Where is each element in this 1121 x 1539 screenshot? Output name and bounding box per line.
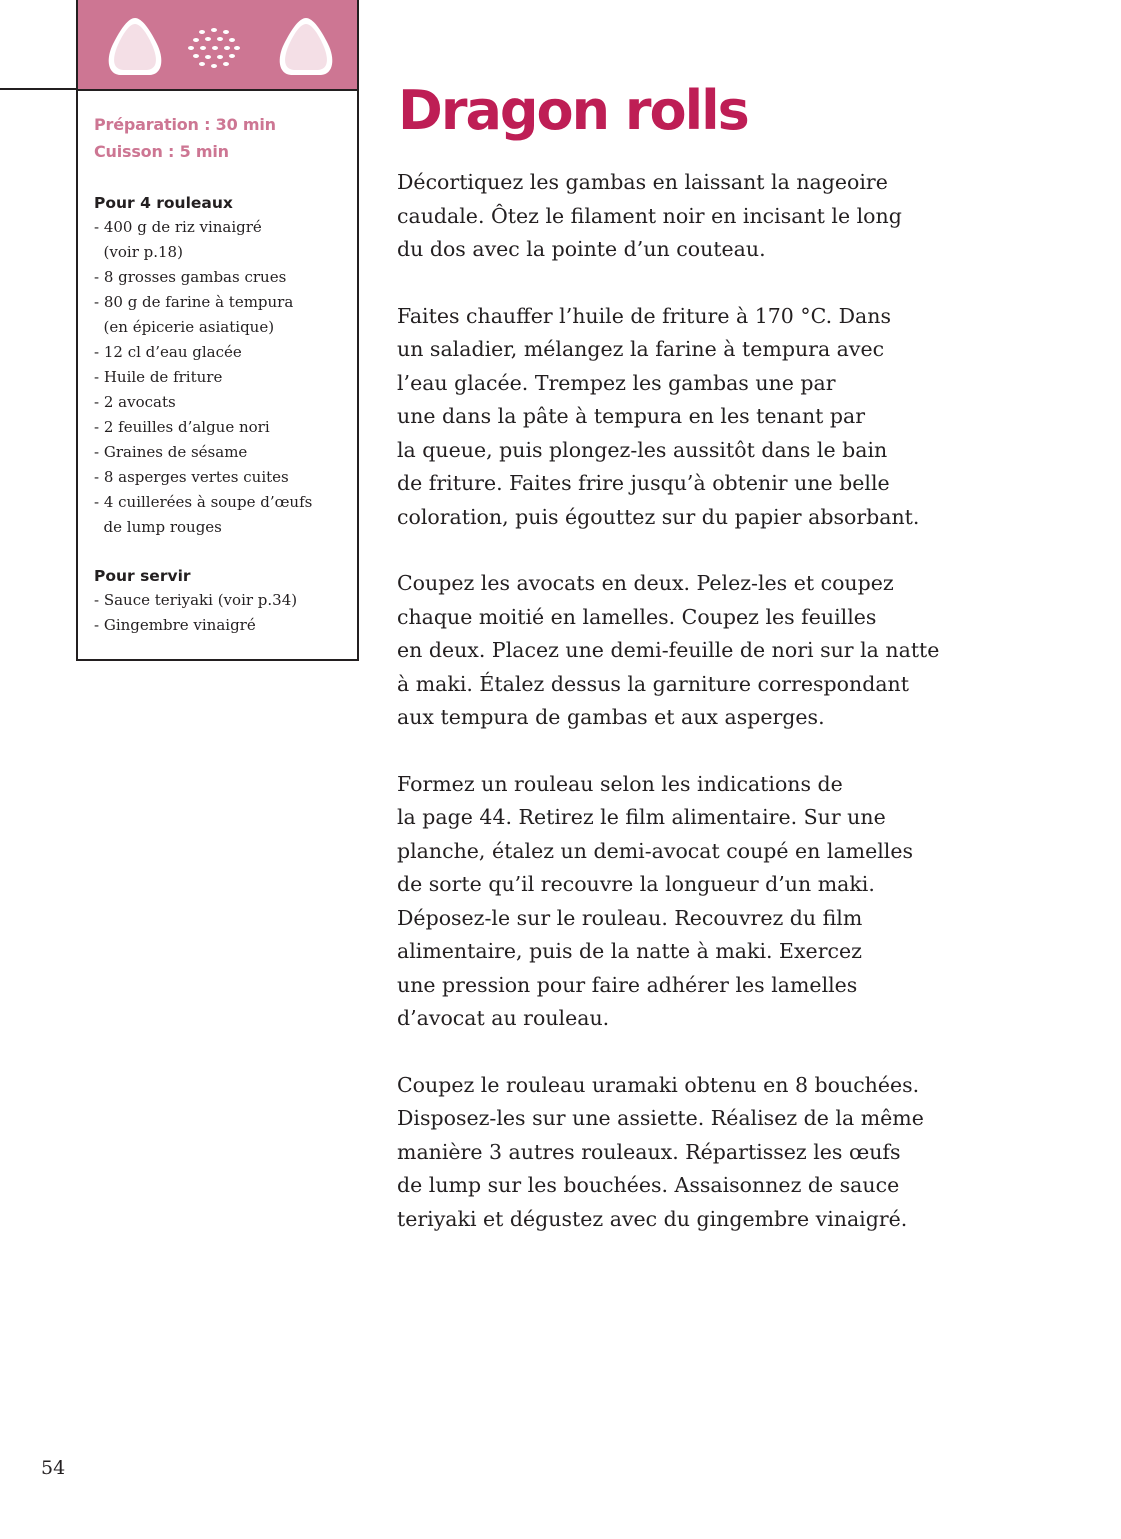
text-line: la queue, puis plongez-les aussitôt dans le bain xyxy=(397,437,888,462)
text-line: d’avocat au rouleau. xyxy=(397,1006,610,1030)
ingredient-item: - Huile de friture xyxy=(94,368,223,386)
ingredient-item: - 8 grosses gambas crues xyxy=(94,268,287,286)
onigiri-icon xyxy=(106,16,164,78)
serving-heading: Pour servir xyxy=(94,567,191,585)
ingredient-item: - 2 feuilles d’algue nori xyxy=(94,418,270,436)
serving-list xyxy=(94,588,347,638)
ingredient-item: - 12 cl d’eau glacée xyxy=(94,343,242,361)
text-line: une dans la pâte à tempura en les tenant par xyxy=(397,404,866,428)
text-line: la page 44. Retirez le film alimentaire. Sur une xyxy=(397,805,886,829)
ingredient-item: de lump rouges xyxy=(94,518,222,536)
text-line: un saladier, mélangez la farine à tempura avec xyxy=(397,337,885,361)
text-line: l’eau glacée. Trempez les gambas une par xyxy=(397,370,836,395)
recipe-icon-banner xyxy=(76,0,359,91)
ingredient-item: (en épicerie asiatique) xyxy=(94,318,275,336)
ingredients-panel xyxy=(76,89,359,661)
text-line: Disposez-les sur une assiette. Réalisez de la même xyxy=(397,1106,924,1130)
text-line: Décortiquez les gambas en laissant la nageoire xyxy=(397,170,888,194)
cooking-time: Cuisson : 5 min xyxy=(94,142,229,161)
text-line: de sorte qu’il recouvre la longueur d’un maki. xyxy=(397,872,875,896)
text-line: de friture. Faites frire jusqu’à obtenir une belle xyxy=(397,471,890,495)
instruction-step xyxy=(397,567,1077,735)
text-line: planche, étalez un demi-avocat coupé en lamelles xyxy=(397,838,914,863)
text-line: teriyaki et dégustez avec du gingembre vinaigré. xyxy=(397,1206,908,1231)
ingredient-item: - 4 cuillerées à soupe d’œufs xyxy=(94,493,313,511)
instruction-step xyxy=(397,1069,1077,1237)
serving-item: - Gingembre vinaigré xyxy=(94,616,256,634)
instructions xyxy=(397,166,1077,1269)
text-line: caudale. Ôtez le filament noir en incisant le long xyxy=(397,203,902,228)
ingredient-item: - 400 g de riz vinaigré xyxy=(94,218,262,236)
instruction-step xyxy=(397,768,1077,1036)
text-line: manière 3 autres rouleaux. Répartissez les œufs xyxy=(397,1139,901,1164)
recipe-title: Dragon rolls xyxy=(398,79,748,142)
text-line: alimentaire, puis de la natte à maki. Exercez xyxy=(397,939,862,963)
text-line: aux tempura de gambas et aux asperges. xyxy=(397,705,825,729)
ingredient-item: - 2 avocats xyxy=(94,393,176,411)
text-line: coloration, puis égouttez sur du papier absorbant. xyxy=(397,504,920,529)
ingredient-item: - 8 asperges vertes cuites xyxy=(94,468,289,486)
text-line: Formez un rouleau selon les indications de xyxy=(397,771,843,796)
preparation-time: Préparation : 30 min xyxy=(94,115,276,134)
text-line: Coupez les avocats en deux. Pelez-les et coupez xyxy=(397,571,894,595)
onigiri-icon xyxy=(277,16,335,78)
ingredients-heading: Pour 4 rouleaux xyxy=(94,194,233,212)
text-line: Faites chauffer l’huile de friture à 170 °C. Dans xyxy=(397,303,891,328)
text-line: chaque moitié en lamelles. Coupez les feuilles xyxy=(397,604,877,629)
serving-item: - Sauce teriyaki (voir p.34) xyxy=(94,591,298,609)
ingredient-item: (voir p.18) xyxy=(94,243,183,261)
top-rule xyxy=(0,88,77,90)
text-line: en deux. Placez une demi-feuille de nori sur la natte xyxy=(397,638,940,662)
text-line: du dos avec la pointe d’un couteau. xyxy=(397,237,766,261)
text-line: à maki. Étalez dessus la garniture correspondant xyxy=(397,671,909,696)
sesame-icon xyxy=(187,26,241,70)
page-number: 54 xyxy=(41,1457,66,1479)
text-line: de lump sur les bouchées. Assaisonnez de sauce xyxy=(397,1173,900,1197)
instruction-step xyxy=(397,166,1077,267)
ingredient-item: - Graines de sésame xyxy=(94,443,248,461)
text-line: Coupez le rouleau uramaki obtenu en 8 bouchées. xyxy=(397,1072,920,1097)
text-line: une pression pour faire adhérer les lamelles xyxy=(397,972,858,997)
ingredients-list xyxy=(94,215,347,540)
instruction-step xyxy=(397,300,1077,535)
text-line: Déposez-le sur le rouleau. Recouvrez du film xyxy=(397,905,863,930)
ingredient-item: - 80 g de farine à tempura xyxy=(94,293,294,311)
